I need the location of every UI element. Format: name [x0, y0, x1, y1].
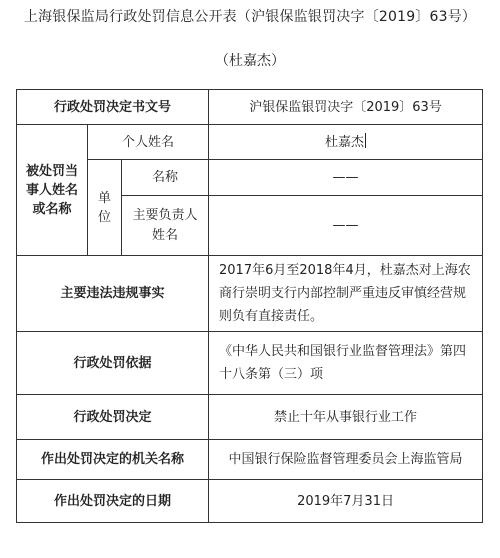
doc-number-label: 行政处罚决定书文号	[17, 90, 209, 125]
decision-value: 禁止十年从事银行业工作	[209, 395, 483, 440]
table-row	[17, 395, 483, 440]
penalty-info-table	[16, 89, 483, 523]
unit-label: 单位	[88, 160, 122, 256]
table-row	[17, 480, 483, 523]
authority-value: 中国银行保险监督管理委员会上海监管局	[209, 440, 483, 480]
basis-value: 《中华人民共和国银行业监督管理法》第四十八条第（三）项	[209, 332, 483, 395]
person-name-cell	[209, 125, 483, 160]
authority-label: 作出处罚决定的机关名称	[17, 440, 209, 480]
table-row	[17, 332, 483, 395]
unit-head-label: 主要负责人姓名	[122, 196, 209, 256]
unit-head-value: ——	[209, 196, 483, 256]
page-title: 上海银保监局行政处罚信息公开表（沪银保监银罚决字〔2019〕63号）	[23, 9, 477, 25]
unit-name-value: ——	[209, 160, 483, 196]
page-subtitle: （杜嘉杰）	[215, 53, 285, 69]
date-label: 作出处罚决定的日期	[17, 480, 209, 523]
basis-label: 行政处罚依据	[17, 332, 209, 395]
table-row	[17, 440, 483, 480]
person-name-label: 个人姓名	[88, 125, 209, 160]
text-cursor	[365, 133, 366, 148]
violation-label: 主要违法违规事实	[17, 256, 209, 332]
decision-label: 行政处罚决定	[17, 395, 209, 440]
table-row	[17, 256, 483, 332]
violation-value: 2017年6月至2018年4月，杜嘉杰对上海农商行崇明支行内部控制严重违反审慎经营规则负有直接责任。	[209, 256, 483, 332]
table-row	[17, 90, 483, 125]
doc-number-value: 沪银保监银罚决字〔2019〕63号	[209, 90, 483, 125]
date-value: 2019年7月31日	[209, 480, 483, 523]
party-label: 被处罚当事人姓名或名称	[17, 125, 88, 256]
unit-name-label: 名称	[122, 160, 209, 196]
table-row	[17, 125, 483, 160]
person-name-value: 杜嘉杰	[325, 134, 365, 150]
